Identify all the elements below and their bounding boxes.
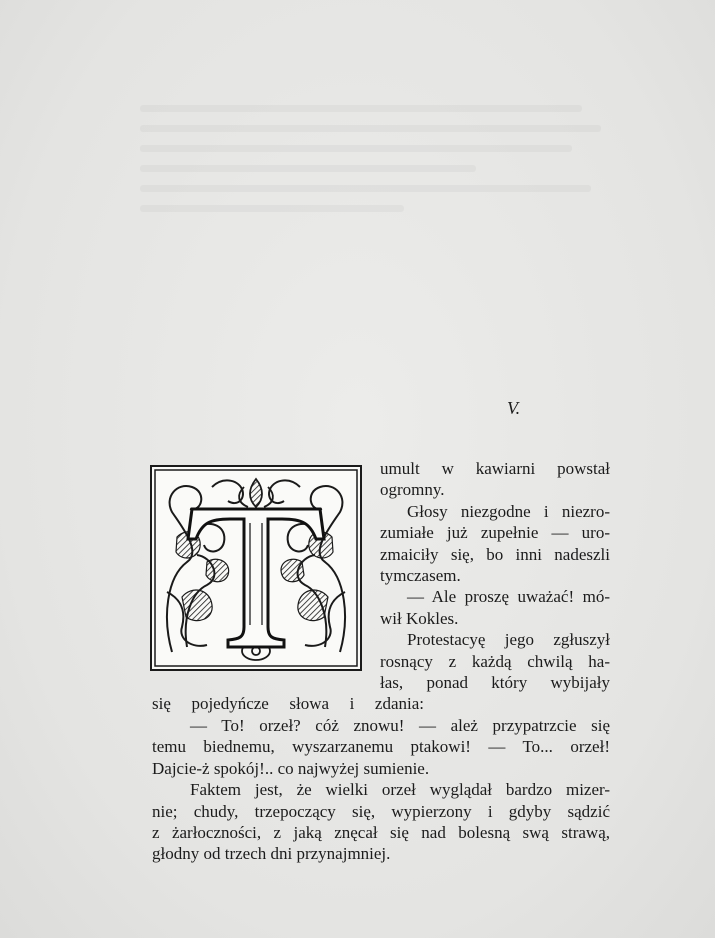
- text-line: Protestacyę jego zgłuszył: [407, 630, 610, 650]
- text-line: ogromny.: [380, 480, 445, 500]
- text-line: łas, ponad który wybijały: [380, 673, 610, 693]
- body-text: [152, 458, 610, 865]
- text-line: — To! orzeł? cóż znowu! — ależ przypatrzcie się: [190, 715, 610, 735]
- wrapped-lines-beside-initial: [380, 458, 610, 693]
- text-line: nie; chudy, trzepoczący się, wypierzony i gdyby sądzić: [152, 801, 610, 821]
- text-line: Dajcie-ż spokój!.. co najwyżej sumienie.: [152, 758, 430, 778]
- text-line: się pojedyńcze słowa i zdania:: [152, 694, 424, 714]
- text-line: zmaiciły się, bo inni nadeszli: [380, 544, 610, 564]
- text-line: zumiałe już zupełnie — uro-: [380, 523, 610, 543]
- text-line: wił Kokles.: [380, 608, 459, 628]
- text-line: Głosy niezgodne i niezro-: [407, 501, 610, 521]
- text-line: głodny od trzech dni przynajmniej.: [152, 844, 391, 864]
- text-line: temu biednemu, wyszarzanemu ptakowi! — To... orzeł!: [152, 737, 610, 757]
- text-line: z żarłoczności, z jaką znęcał się nad bolesną swą strawą,: [152, 822, 610, 842]
- text-line: umult w kawiarni powstał: [380, 459, 610, 478]
- bleed-through-shadow: [140, 105, 620, 305]
- text-line: Faktem jest, że wielki orzeł wyglądał bardzo mizer-: [190, 780, 610, 800]
- chapter-number: V.: [507, 398, 521, 418]
- text-line: rosnący z każdą chwilą ha-: [380, 651, 610, 671]
- text-line: tymczasem.: [380, 566, 461, 586]
- text-line: — Ale proszę uważać! mó-: [407, 587, 610, 607]
